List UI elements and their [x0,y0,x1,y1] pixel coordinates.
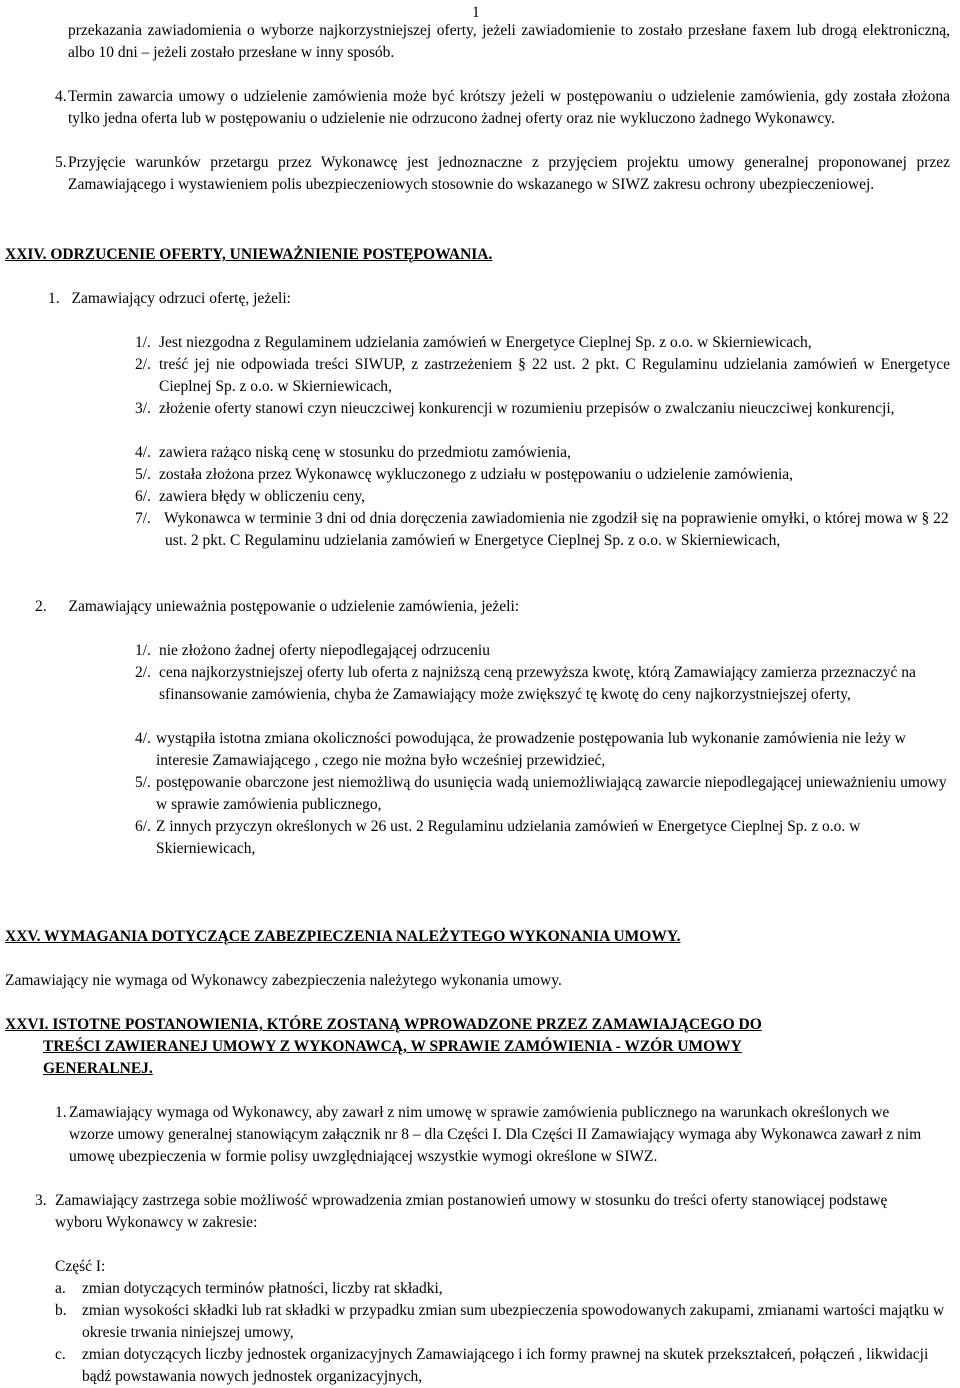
item-number: 3. [35,1192,47,1209]
intro-paragraph: przekazania zawiadomienia o wyborze najkorzystniejszej oferty, jeżeli zawiadomienie to zostało przesłane faxem lub drogą elektroniczną, albo 10 dni – jeżeli zostało przesłane w inny sposób. [68,22,950,61]
item-number: 5/. [135,774,151,791]
item-text: Zamawiający unieważnia postępowanie o udzielenie zamówienia, jeżeli: [68,598,520,615]
item-number: 6/. [135,488,151,505]
item-text: Jest niezgodna z Regulaminem udzielania zamówień w Energetyce Cieplnej Sp. z o.o. w Skierniewicach, [159,334,812,351]
list-item [135,662,950,706]
item-text: została złożona przez Wykonawcę wykluczonego z udziału w postępowaniu o udzielenie zamówienia, [159,466,794,483]
item-number: 1. [48,290,60,307]
item-text: nie złożono żadnej oferty niepodlegającej odrzuceniu [159,642,490,659]
item-text: złożenie oferty stanowi czyn nieuczciwej konkurencji w rozumieniu przepisów o zwalczaniu nieuczciwej konkurencji, [159,400,895,417]
section-heading-xxvi-line3: GENERALNEJ. [43,1060,153,1077]
item-text: zmian dotyczących terminów płatności, liczby rat składki, [82,1280,443,1297]
item-text: zmian wysokości składki lub rat składki w przypadku zmian sum ubezpieczenia spowodowanych zakupami, zmianami wartości majątku w okresie trwania niniejszej umowy, [82,1302,945,1341]
item-number: 5/. [135,466,151,483]
list-item [48,288,291,310]
item-text: Wykonawca w terminie 3 dni od dnia doręczenia zawiadomienia nie zgodził się na poprawienie omyłki, o której mowa w § 22 ust. 2 pkt. C Regulaminu udzielania zamówień w Energetyce Cieplnej Sp. z o.o. w Skierniewicach, [164,510,949,549]
section-heading-xxv: XXV. WYMAGANIA DOTYCZĄCE ZABEZPIECZENIA NALEŻYTEGO WYKONANIA UMOWY. [5,928,681,945]
item-text: zawiera błędy w obliczeniu ceny, [159,488,365,505]
list-item [35,596,519,618]
item-number: 1. [55,1104,67,1121]
item-text: wystąpiła istotna zmiana okoliczności powodująca, że prowadzenie postępowania lub wykonanie zamówienia nie leży w interesie Zamawiającego , czego nie można było wcześniej przewidzieć, [156,730,906,769]
list-item [135,354,950,398]
list-item [55,1300,950,1344]
list-item [135,816,950,860]
item-number: 4/. [135,444,151,461]
list-item [35,1190,905,1234]
item-text: Z innych przyczyn określonych w 26 ust. 2 Regulaminu udzielania zamówień w Energetyce Cieplnej Sp. z o.o. w Skierniewicach, [156,818,861,857]
item-number: 2/. [135,356,151,373]
item-text: Przyjęcie warunków przetargu przez Wykonawcę jest jednoznaczne z przyjęciem projektu umowy generalnej proponowanej przez Zamawiającego i wystawieniem polis ubezpieczeniowych stosownie do wskazanego w SIWZ zakresu ochrony ubezpieczeniowej. [68,154,950,193]
section-text: Zamawiający nie wymaga od Wykonawcy zabezpieczenia należytego wykonania umowy. [5,972,562,989]
page-number: 1 [472,4,480,21]
item-number: 2/. [135,664,151,681]
list-item [135,442,950,464]
list-item [55,152,950,196]
item-number: 4/. [135,730,151,747]
part-label: Część I: [55,1258,106,1275]
item-number: 7/. [135,510,151,527]
item-number: 3/. [135,400,151,417]
list-item [55,1102,935,1168]
list-item [55,1344,950,1388]
item-number: 4. [55,88,67,105]
item-number: 6/. [135,818,151,835]
item-number: 1/. [135,642,151,659]
item-text: Zamawiający wymaga od Wykonawcy, aby zawarł z nim umowę w sprawie zamówienia publicznego na warunkach określonych we wzorze umowy generalnej stanowiącym załącznik nr 8 – dla Części I. Dla Części II Zamawiający wymaga aby Wykonawca zawarł z nim umowę ubezpieczenia w formie polisy uwzględniającej wszystkie wymogi określone w SIWZ. [69,1104,922,1165]
list-item [135,398,950,420]
item-text: Termin zawarcia umowy o udzielenie zamówienia może być krótszy jeżeli w postępowaniu o udzielenie zamówienia, gdy została złożona tylko jedna oferta lub w postępowaniu o udzielenie nie odrzucono żadnej oferty oraz nie wykluczono żadnego Wykonawcy. [68,88,950,127]
item-text: zmian dotyczących liczby jednostek organizacyjnych Zamawiającego i ich formy prawnej na skutek przekształceń, połączeń , likwidacji bądź powstawania nowych jednostek organizacyjnych, [82,1346,929,1385]
item-text: cena najkorzystniejszej oferty lub oferta z najniższą ceną przewyższa kwotę, którą Zamawiający zamierza przeznaczyć na sfinansowanie zamówienia, chyba że Zamawiający może zwiększyć tę kwotę do ceny najkorzystniejszej oferty, [159,664,916,703]
item-number: b. [55,1302,67,1319]
list-item [135,640,950,662]
section-heading-xxvi-line2: TREŚCI ZAWIERANEJ UMOWY Z WYKONAWCĄ, W SPRAWIE ZAMÓWIENIA - WZÓR UMOWY [43,1038,742,1055]
item-text: Zamawiający zastrzega sobie możliwość wprowadzenia zmian postanowień umowy w stosunku do treści oferty stanowiącej podstawę wyboru Wykonawcy w zakresie: [55,1192,888,1231]
item-text: Zamawiający odrzuci ofertę, jeżeli: [71,290,291,307]
list-item [135,508,950,552]
section-heading-xxiv: XXIV. ODRZUCENIE OFERTY, UNIEWAŻNIENIE POSTĘPOWANIA. [5,246,493,263]
list-item [135,486,950,508]
list-item [55,1278,950,1300]
list-item [135,772,950,816]
section-heading-xxvi: XXVI. ISTOTNE POSTANOWIENIA, KTÓRE ZOSTANĄ WPROWADZONE PRZEZ ZAMAWIAJĄCEGO DO [5,1016,762,1033]
item-text: zawiera rażąco niską cenę w stosunku do przedmiotu zamówienia, [159,444,571,461]
item-number: a. [55,1280,66,1297]
item-number: 2. [35,598,47,615]
list-item [55,86,950,130]
item-text: postępowanie obarczone jest niemożliwą do usunięcia wadą uniemożliwiającą zawarcie niepodlegającej unieważnieniu umowy w sprawie zamówienia publicznego, [156,774,947,813]
list-item [135,464,950,486]
list-item [135,728,950,772]
item-number: c. [55,1346,66,1363]
item-number: 1/. [135,334,151,351]
list-item [135,332,950,354]
item-number: 5. [55,154,67,171]
item-text: treść jej nie odpowiada treści SIWUP, z zastrzeżeniem § 22 ust. 2 pkt. C Regulaminu udzielania zamówień w Energetyce Cieplnej Sp. z o.o. w Skierniewicach, [159,356,950,395]
